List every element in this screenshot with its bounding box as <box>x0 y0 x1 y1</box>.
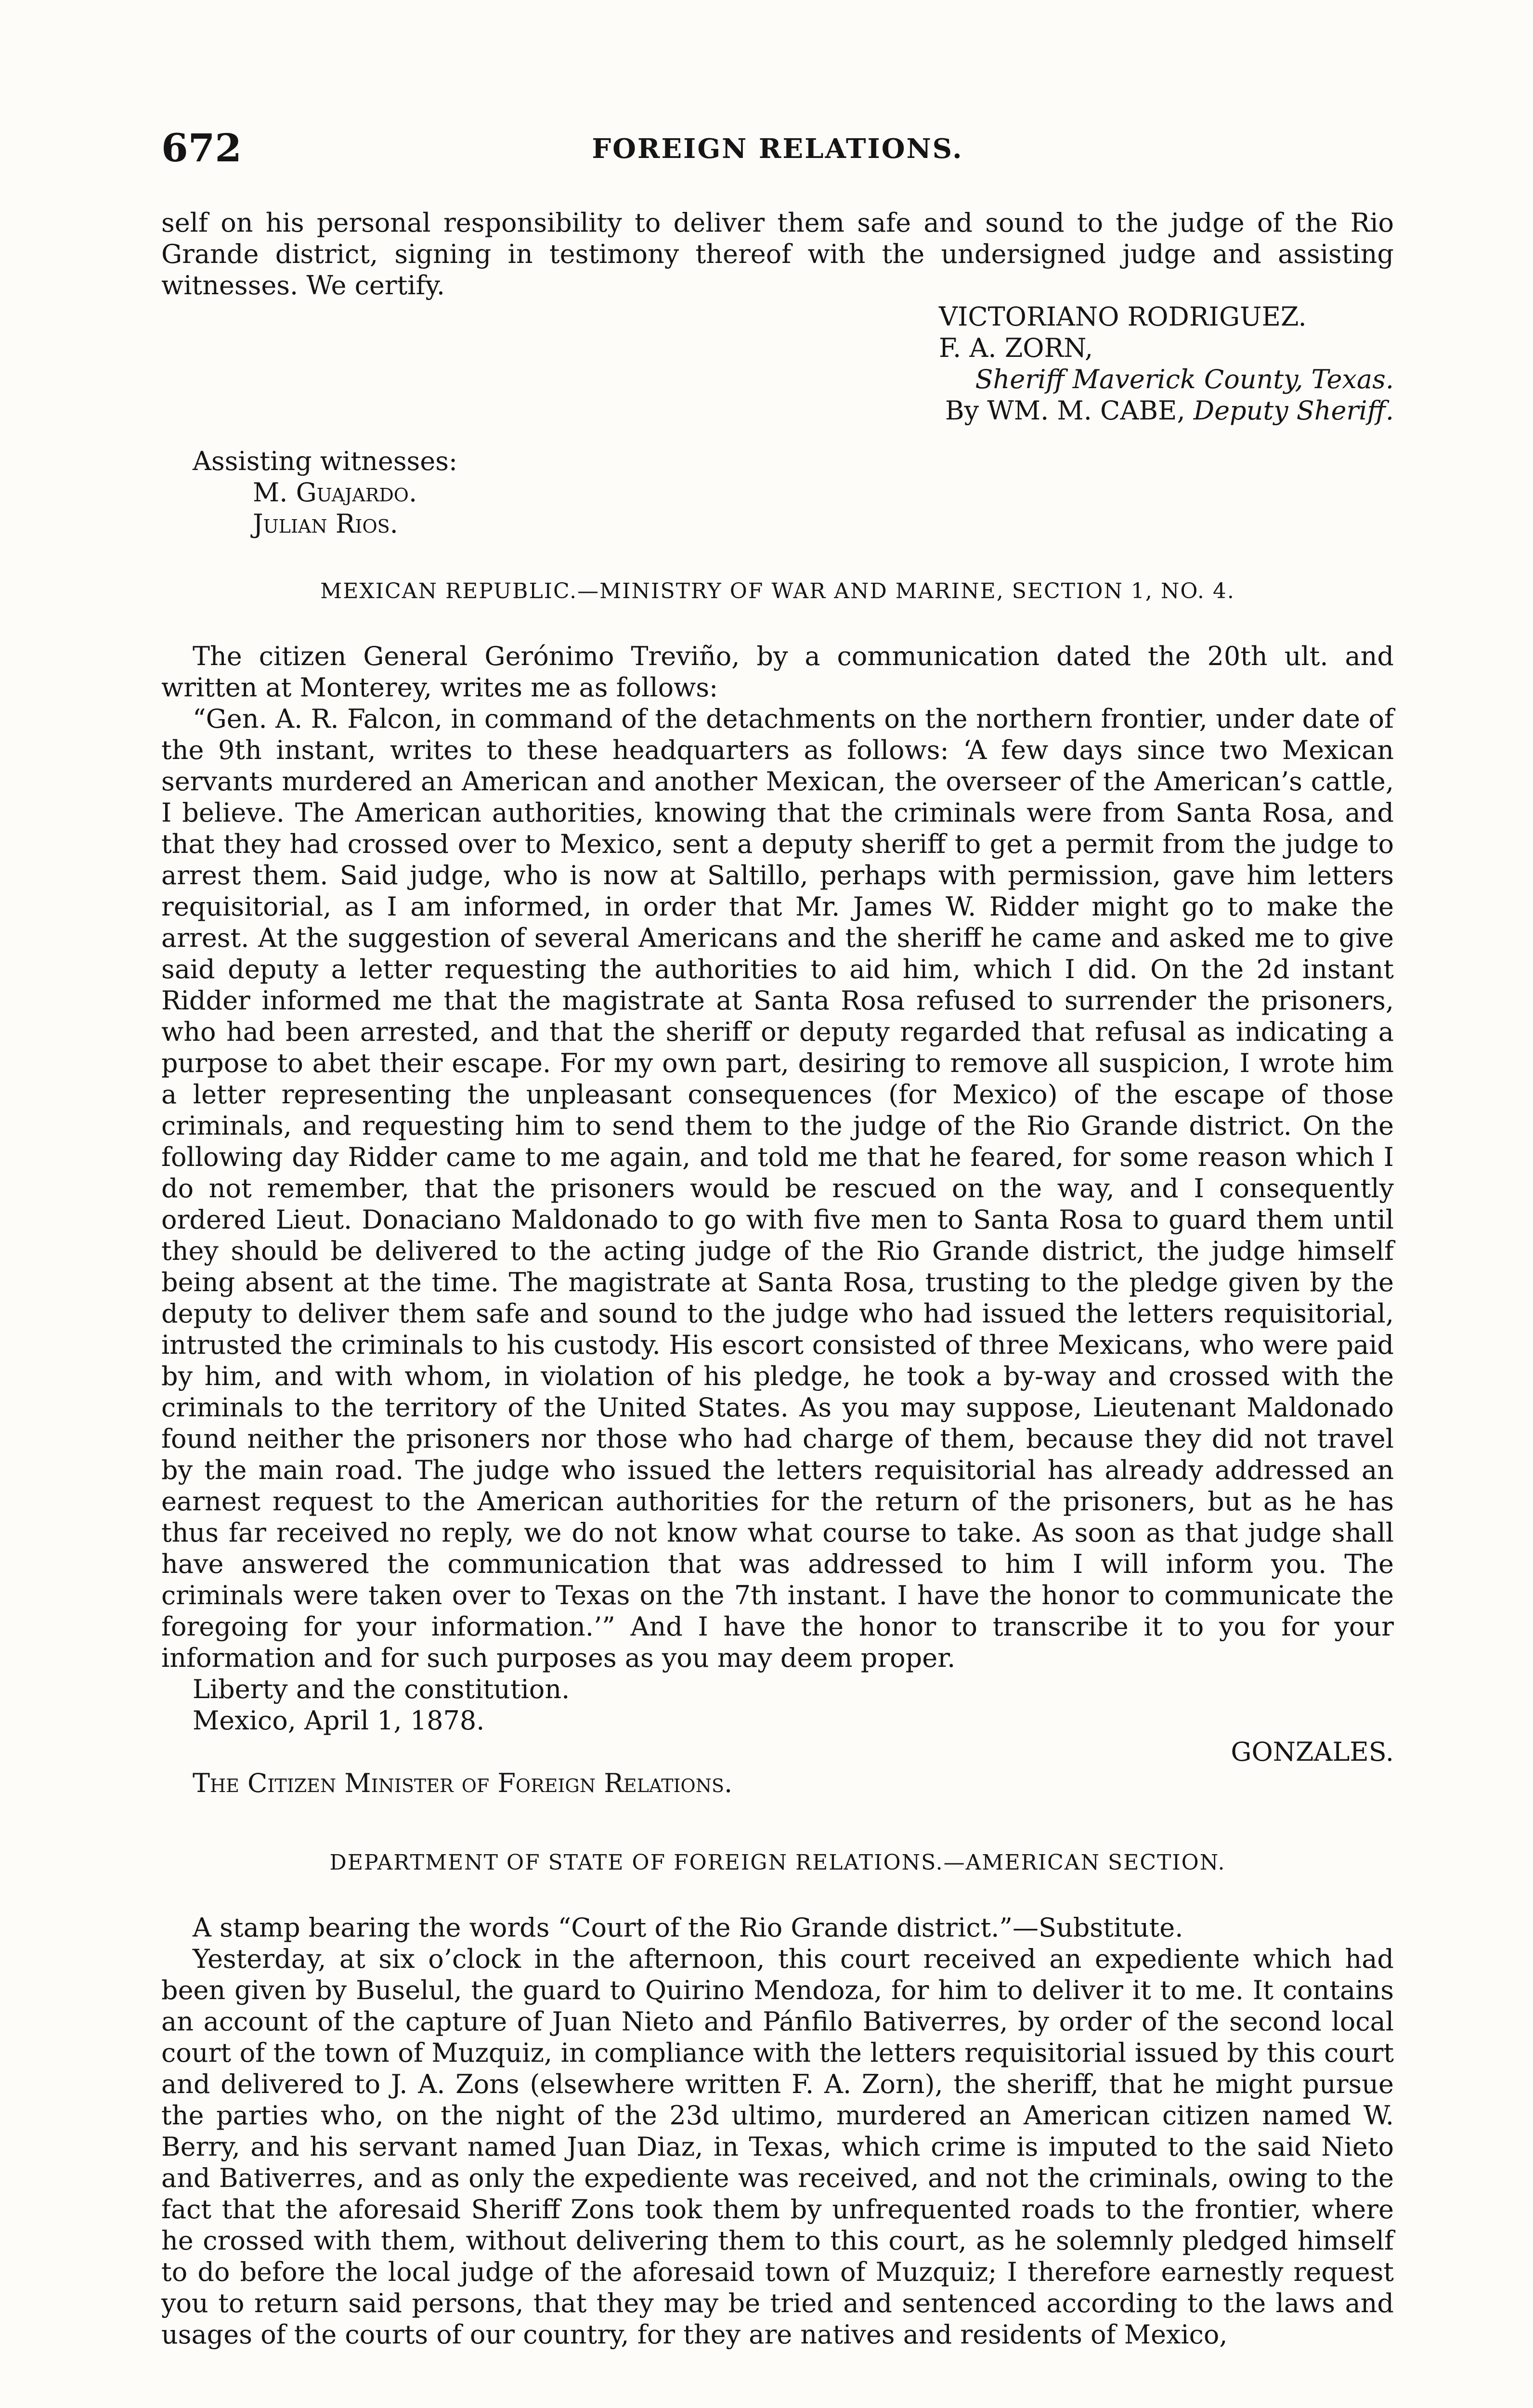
witnesses-block <box>161 445 1394 539</box>
witness-name: Julian Rios. <box>253 509 398 539</box>
paragraph: Yesterday, at six o’clock in the afternoon, this court received an expediente which had been given by Buselul, the guard to Quirino Mendoza, for him to deliver it to me. It contains an account of the capture of Juan Nieto and Pánfilo Bativerres, by order of the second local court of the town of Muzquiz, in compliance with the letters requisitorial issued by this court and delivered to J. A. Zons (elsewhere written F. A. Zorn), the sheriff, that he might pursue the parties who, on the night of the 23d ultimo, murdered an American citizen named W. Berry, and his servant named Juan Diaz, in Texas, which crime is imputed to the said Nieto and Bativerres, and as only the expediente was received, and not the criminals, owing to the fact that the aforesaid Sheriff Zons took them by unfrequented roads to the frontier, where he crossed with them, without delivering them to this court, as he solemnly pledged himself to do before the local judge of the aforesaid town of Muzquiz; I therefore earnestly request you to return said persons, that they may be tried and sentenced according to the laws and usages of the courts of our country, for they are natives and residents of Mexico, <box>161 1944 1394 2350</box>
signature-deputy-name: By WM. M. CABE, <box>945 395 1185 426</box>
closing-line: Liberty and the constitution. <box>193 1674 570 1704</box>
paragraph: self on his personal responsibility to deliver them safe and sound to the judge of the Rio Grande district, signing in testimony thereof with the undersigned judge and assisting witnesses. We certify. <box>161 208 1394 301</box>
witness-name: M. Guajardo. <box>253 477 417 508</box>
paragraph: The citizen General Gerónimo Treviño, by a communication dated the 20th ult. and written at Monterey, writes me as follows: <box>161 641 1394 703</box>
paragraph: “Gen. A. R. Falcon, in command of the detachments on the northern frontier, under date of the 9th instant, writes to these headquarters as follows: ‘A few days since two Mexican servants murdered an American and another Mexican, the overseer of the American’s cattle, I believe. The American authorities, knowing that the criminals were from Santa Rosa, and that they had crossed over to Mexico, sent a deputy sheriff to get a permit from the judge to arrest them. Said judge, who is now at Saltillo, perhaps with permission, gave him letters requisitorial, as I am informed, in order that Mr. James W. Ridder might go to make the arrest. At the suggestion of several Americans and the sheriff he came and asked me to give said deputy a letter requesting the authorities to aid him, which I did. On the 2d instant Ridder informed me that the magistrate at Santa Rosa refused to surrender the prisoners, who had been arrested, and that the sheriff or deputy regarded that refusal as indicating a purpose to abet their escape. For my own part, desiring to remove all suspicion, I wrote him a letter representing the unpleasant consequences (for Mexico) of the escape of those criminals, and requesting him to send them to the judge of the Rio Grande district. On the following day Ridder came to me again, and told me that he feared, for some reason which I do not remember, that the prisoners would be rescued on the way, and I consequently ordered Lieut. Donaciano Maldonado to go with five men to Santa Rosa to guard them until they should be delivered to the acting judge of the Rio Grande district, the judge himself being absent at the time. The magistrate at Santa Rosa, trusting to the pledge given by the deputy to deliver them safe and sound to the judge who had issued the letters requisitorial, intrusted the criminals to his custody. His escort consisted of three Mexicans, who were paid by him, and with whom, in violation of his pledge, he took a by-way and crossed with the criminals to the territory of the United States. As you may suppose, Lieutenant Maldonado found neither the prisoners nor those who had charge of them, because they did not travel by the main road. The judge who issued the letters requisitorial has already addressed an earnest request to the American authorities for the return of the prisoners, but as he has thus far received no reply, we do not know what course to take. As soon as that judge shall have answered the communication that was addressed to him I will inform you. The criminals were taken over to Texas on the 7th instant. I have the honor to communicate the foregoing for your information.’” And I have the honor to transcribe it to you for your information and for such purposes as you may deem proper. <box>161 704 1394 1673</box>
signature-line: VICTORIANO RODRIGUEZ. <box>939 301 1307 332</box>
signature-line: F. A. ZORN, <box>939 333 1093 363</box>
signature-deputy-title: Deputy Sheriff. <box>1193 395 1394 426</box>
section-heading: DEPARTMENT OF STATE OF FOREIGN RELATIONS.—AMERICAN SECTION. <box>329 1850 1226 1875</box>
document-body <box>161 207 1394 2350</box>
running-title: FOREIGN RELATIONS. <box>592 133 963 165</box>
dateline: Mexico, April 1, 1878. <box>193 1705 485 1736</box>
signature-name: GONZALES. <box>1231 1737 1394 1767</box>
section-heading: MEXICAN REPUBLIC.—MINISTRY OF WAR AND MARINE, SECTION 1, NO. 4. <box>320 579 1235 603</box>
witnesses-title: Assisting witnesses: <box>193 446 458 476</box>
paragraph: A stamp bearing the words “Court of the Rio Grande district.”—Substitute. <box>193 1912 1183 1943</box>
page-header <box>161 125 1394 178</box>
addressee: The Citizen Minister of Foreign Relations. <box>193 1768 733 1798</box>
signature-block <box>939 301 1394 426</box>
signature-line <box>939 395 1394 426</box>
page-number: 672 <box>161 125 242 170</box>
signature-title: Sheriff Maverick County, Texas. <box>975 364 1394 394</box>
